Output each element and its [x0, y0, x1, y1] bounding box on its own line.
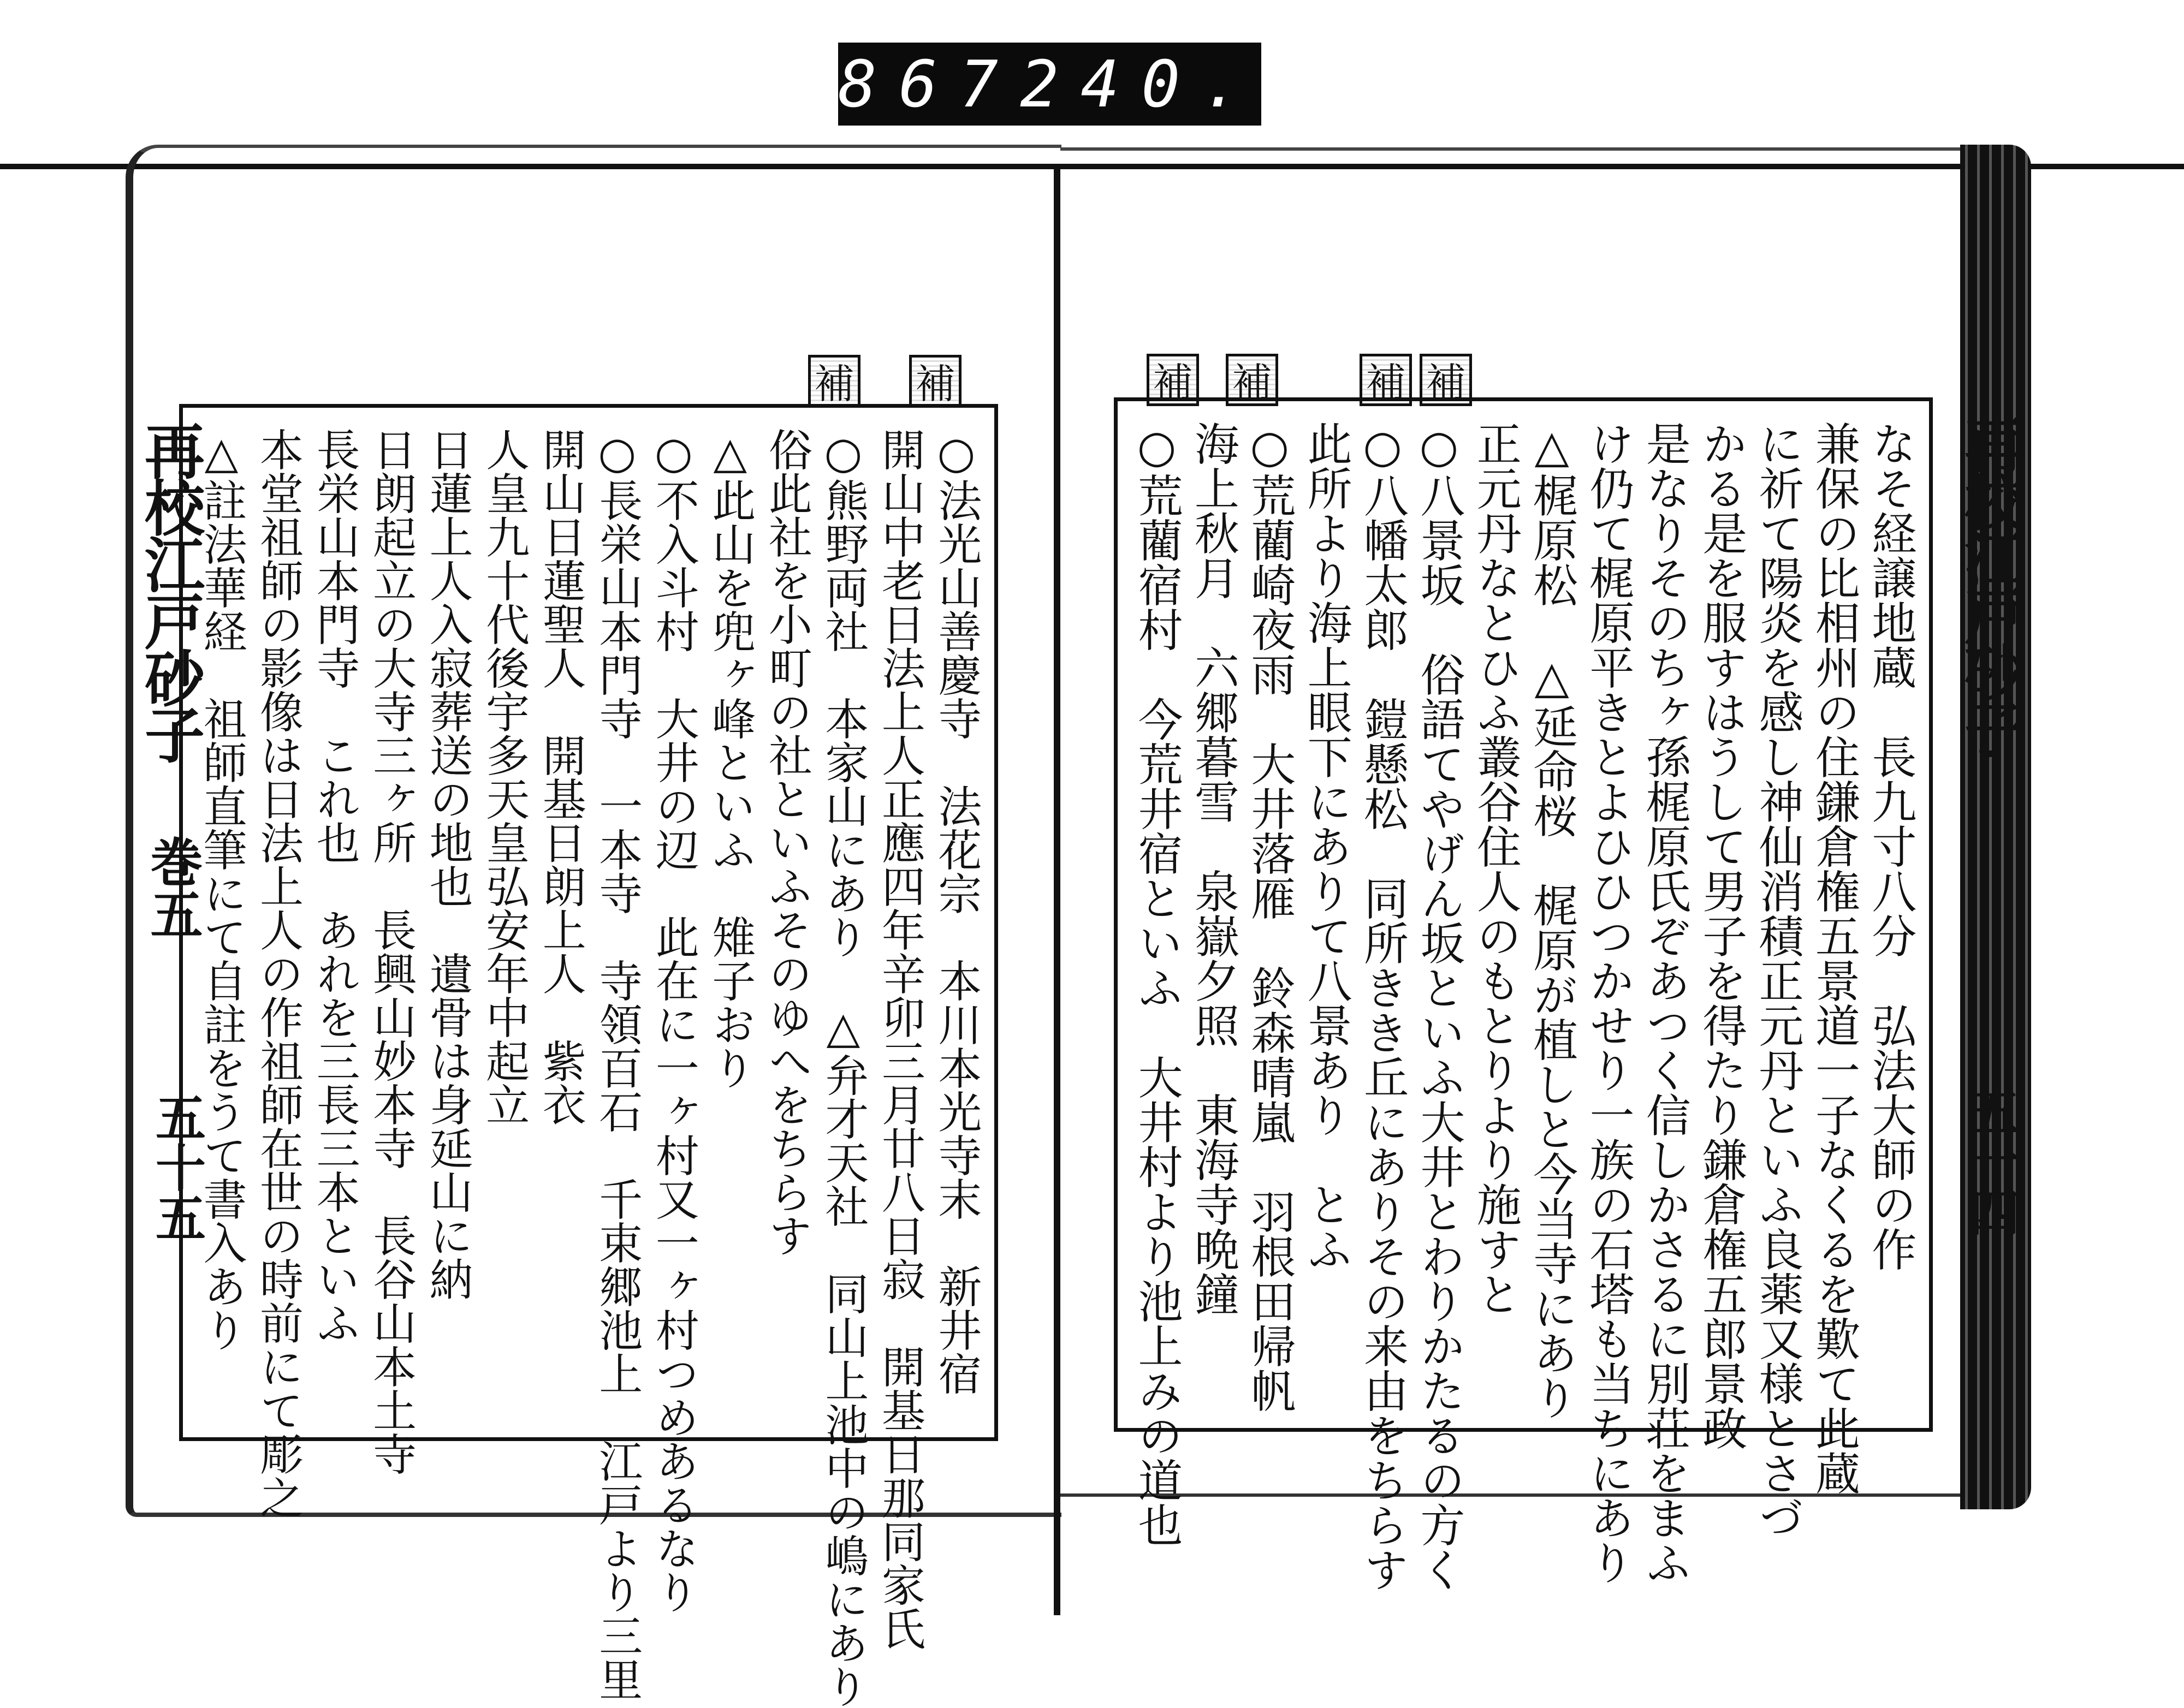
right-margin-page-number: 五十四: [1961, 1086, 2020, 1237]
supplement-marker: 補: [1360, 354, 1412, 406]
supplement-marker: 補: [1226, 354, 1278, 406]
text-column: 海上秋月 六郷暮雪 泉嶽夕照 東海寺晩鐘: [1187, 421, 1239, 1316]
text-column: け仍て梶原平きとよひひつかせり一族の石塔も当ちにあり: [1582, 421, 1634, 1585]
text-column: 開山日蓮聖人 開基日朗上人 紫衣: [535, 427, 586, 1126]
left-text-columns: [196, 427, 982, 1708]
left-margin-volume: 巻五: [142, 835, 204, 940]
text-column: 俗此社を小町の社といふそのゆへをちらす: [761, 427, 812, 1257]
text-column: なそ経譲地蔵 長九寸八分 弘法大師の作: [1864, 421, 1916, 1271]
text-column: ○法光山善慶寺 法花宗 本川本光寺末 新井宿: [930, 427, 982, 1395]
film-right-number: 240.: [1020, 46, 1263, 122]
text-column: 開山中老日法上人正應四年辛卯三月廿八日寂 開基日那同家氏: [874, 427, 925, 1650]
text-column: △梶原松 △延命桜 梶原が植しと今当寺にあり: [1526, 421, 1578, 1420]
text-column: 長栄山本門寺 これ也 あれを三長三本といふ: [309, 427, 360, 1344]
left-text-frame: [179, 404, 998, 1708]
left-margin-title: 再校江戸砂子: [135, 420, 205, 761]
text-column: 正元丹なとひふ叢谷住人のもとりより施すと: [1469, 421, 1522, 1316]
text-column: かる是を服すはうして男子を得たり鎌倉権五郎景政: [1695, 421, 1747, 1450]
text-column: に祈て陽炎を感し神仙消積正元丹といふ良薬又様とさづ: [1752, 421, 1804, 1540]
text-column: 日蓮上人入寂葬送の地也 遺骨は身延山に納: [422, 427, 473, 1301]
film-left-number: 867: [838, 46, 1020, 122]
supplement-marker: 補: [1147, 354, 1199, 406]
text-column: ○荒藺宿村 今荒井宿といふ 大井村より池上みの道也: [1131, 421, 1183, 1547]
page-stack-edge: [1960, 145, 2031, 1509]
text-column: 人皇九十代後宇多天皇弘安年中起立: [478, 427, 530, 1126]
text-column: △註法華経 祖師直筆にて自註をうて書入あり: [196, 427, 247, 1352]
text-column: ○八景坂 俗語てやげん坂といふ大井とわりかたるの方く: [1413, 421, 1465, 1592]
text-column: 日朗起立の大寺三ヶ所 長興山妙本寺 長谷山本土寺: [365, 427, 417, 1475]
text-column: 本堂祖師の影像は日法上人の作祖師在世の時前にて彫之: [252, 427, 304, 1519]
text-column: 是なりそのちヶ孫梶原氏ぞあつく信しかさるに別荘をまふ: [1639, 421, 1691, 1585]
supplement-marker: 補: [1420, 354, 1472, 406]
text-column: 此所より海上眼下にありて八景あり とふ: [1300, 421, 1352, 1271]
supplement-marker: 補: [909, 355, 962, 407]
text-column: ○不入斗村 大井の辺 此在に一ヶ村又一ヶ村つめあるなり: [648, 427, 699, 1614]
left-margin-page-number: 五十五: [147, 1092, 206, 1242]
book-gutter: [1054, 164, 1060, 1615]
right-text-frame: [1114, 397, 1933, 1592]
text-column: 兼保の比相州の住鎌倉権五景道一子なくるを歎て此蔵: [1808, 421, 1860, 1495]
right-text-columns: [1131, 421, 1916, 1592]
film-frame-label: [838, 43, 1261, 126]
text-column: △此山を兜ヶ峰といふ 雉子おり: [704, 427, 756, 1090]
supplement-marker: 補: [808, 355, 860, 407]
text-column: ○荒藺崎夜雨 大井落雁 鈴森晴嵐 羽根田帰帆: [1243, 421, 1296, 1413]
text-column: ○長栄山本門寺 一本寺 寺領百石 千束郷池上 江戸より三里: [591, 427, 643, 1701]
right-margin-title: 再校江戸砂子: [1955, 415, 2025, 755]
text-column: ○熊野両社 本家山にあり △弁才天社 同山上池中の嶋にあり: [817, 427, 869, 1708]
text-column: ○八幡太郎 鎧懸松 同所きき丘にありその来由をちらす: [1356, 421, 1409, 1592]
